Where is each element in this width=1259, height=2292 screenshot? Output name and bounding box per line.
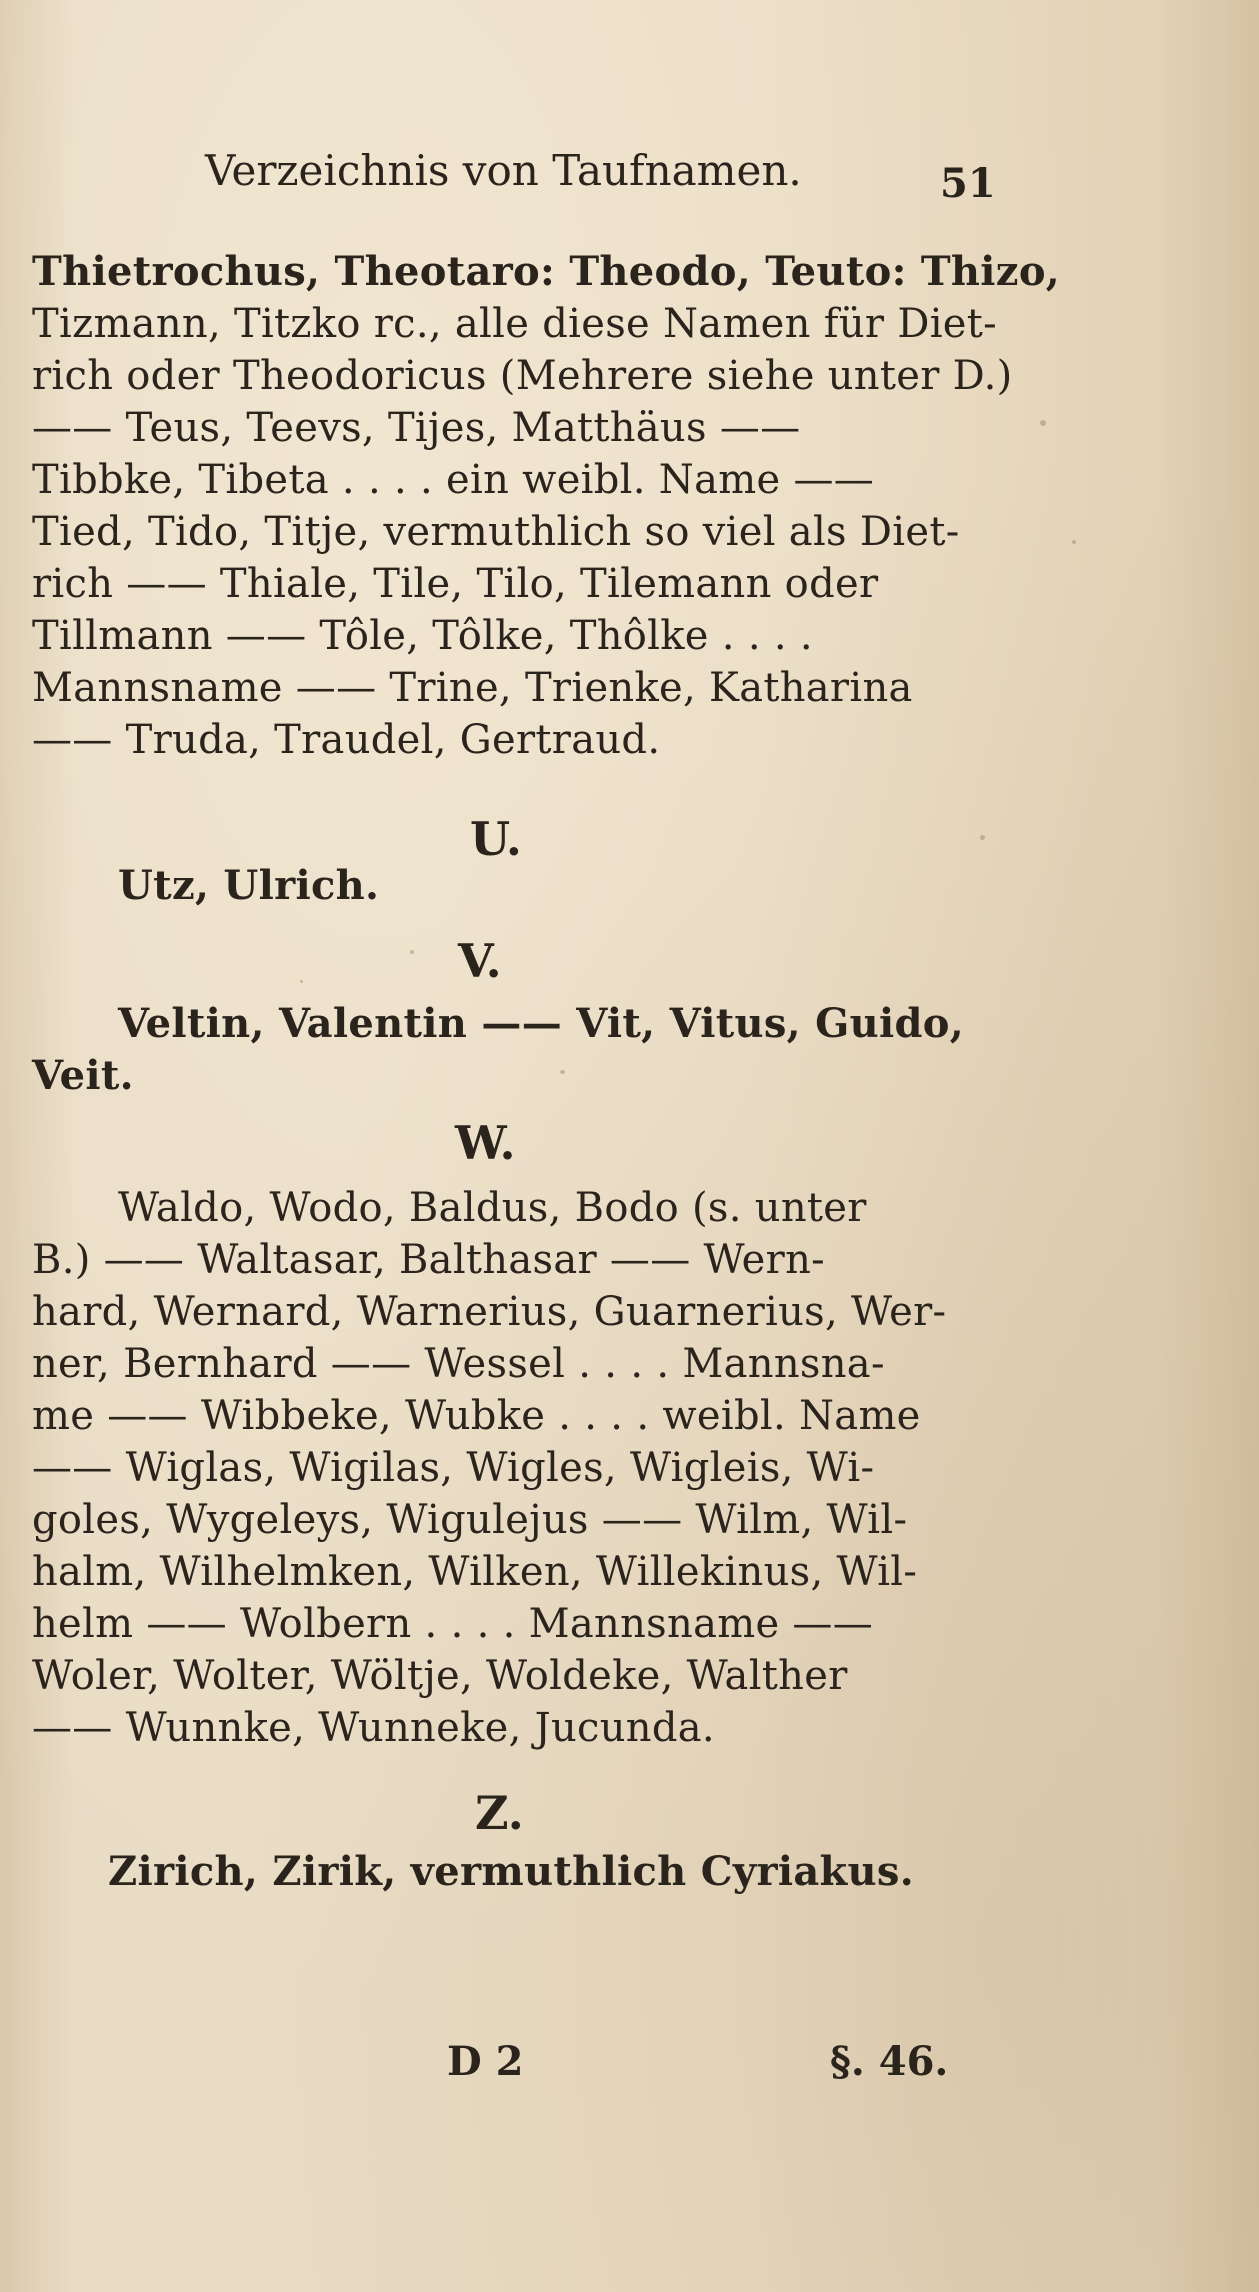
paper-speck [980, 835, 985, 840]
text-line: helm —— Wolbern . . . . Mannsname —— [32, 1601, 874, 1647]
paper-speck [1072, 540, 1076, 544]
text-line: —— Truda, Traudel, Gertraud. [32, 717, 661, 763]
text-line: Tillmann —— Tôle, Tôlke, Thôlke . . . . [32, 613, 813, 659]
section-letter-z: Z. [475, 1786, 524, 1840]
text-line: rich oder Theodoricus (Mehrere siehe unter D.) [32, 353, 1013, 399]
paper-speck [410, 950, 414, 954]
text-line: ner, Bernhard —— Wessel . . . . Mannsna- [32, 1341, 885, 1387]
text-line: Tied, Tido, Titje, vermuthlich so viel als Diet- [32, 509, 960, 555]
page-number: 51 [940, 160, 996, 207]
catchword: §. 46. [830, 2038, 949, 2085]
text-line: rich —— Thiale, Tile, Tilo, Tilemann oder [32, 561, 879, 607]
running-header: Verzeichnis von Taufnamen. [205, 146, 802, 195]
section-letter-v: V. [458, 934, 502, 988]
text-line: Tizmann, Titzko rc., alle diese Namen für Diet- [32, 301, 997, 347]
signature-mark: D 2 [447, 2038, 524, 2085]
text-line: Veit. [32, 1052, 134, 1099]
text-line: —— Teus, Teevs, Tijes, Matthäus —— [32, 405, 801, 451]
text-line: —— Wunnke, Wunneke, Jucunda. [32, 1705, 715, 1751]
text-line: Mannsname —— Trine, Trienke, Katharina [32, 665, 913, 711]
text-line: goles, Wygeleys, Wigulejus —— Wilm, Wil- [32, 1497, 908, 1543]
text-line: Zirich, Zirik, vermuthlich Cyriakus. [108, 1848, 914, 1895]
text-line: me —— Wibbeke, Wubke . . . . weibl. Name [32, 1393, 921, 1439]
paper-speck [1040, 420, 1046, 426]
text-line: Waldo, Wodo, Baldus, Bodo (s. unter [118, 1185, 867, 1231]
paper-speck [560, 1070, 565, 1074]
paper-speck [300, 980, 303, 983]
section-letter-u: U. [470, 812, 522, 866]
text-line: Thietrochus, Theotaro: Theodo, Teuto: Thizo, [32, 248, 1061, 295]
text-line: —— Wiglas, Wigilas, Wigles, Wigleis, Wi- [32, 1445, 875, 1491]
text-line: halm, Wilhelmken, Wilken, Willekinus, Wil- [32, 1549, 918, 1595]
text-line: hard, Wernard, Warnerius, Guarnerius, Wer- [32, 1289, 947, 1335]
text-line: Tibbke, Tibeta . . . . ein weibl. Name —— [32, 457, 875, 503]
text-line: Woler, Wolter, Wöltje, Woldeke, Walther [32, 1653, 848, 1699]
section-letter-w: W. [455, 1116, 516, 1170]
text-line: Utz, Ulrich. [118, 862, 380, 909]
text-line: B.) —— Waltasar, Balthasar —— Wern- [32, 1237, 825, 1283]
text-line: Veltin, Valentin —— Vit, Vitus, Guido, [118, 1000, 964, 1047]
